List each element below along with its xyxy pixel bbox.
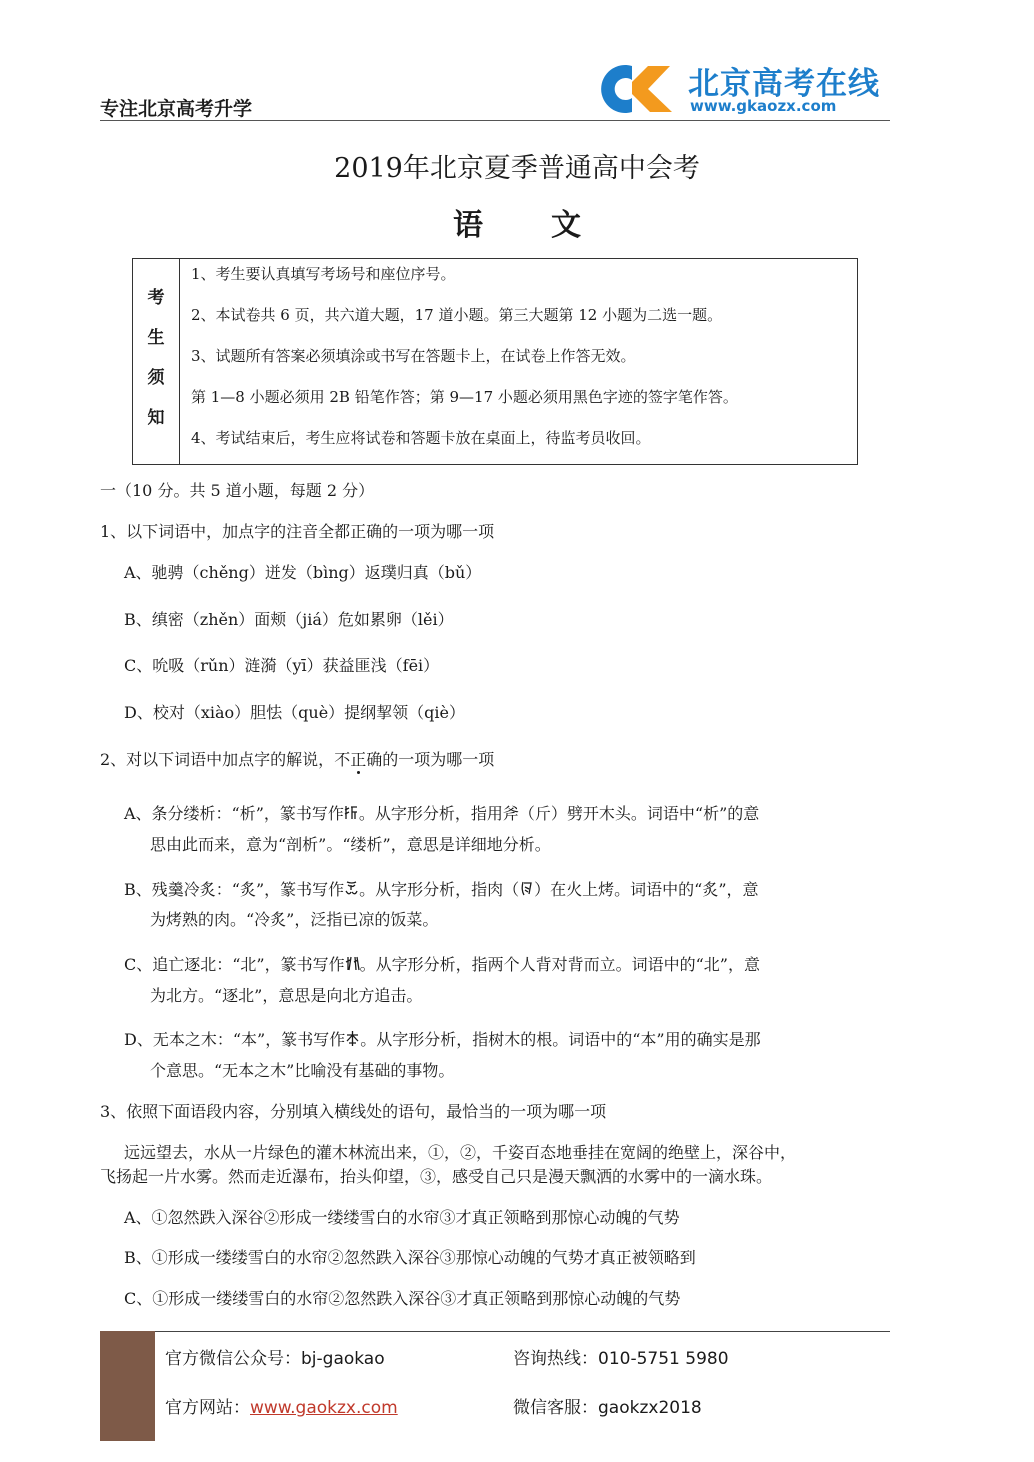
footer-site-link[interactable]: www.gaokzx.com (250, 1398, 398, 1418)
question-2-option-a-cont: 思由此而来，意为“剖析”。“缕析”，意思是详细地分析。 (150, 835, 551, 854)
question-1-stem: 1、以下词语中，加点字的注音全都正确的一项为哪一项 (100, 522, 495, 541)
exam-notice-box (132, 258, 858, 465)
notice-side-char: 生 (147, 328, 165, 348)
document-subject (0, 200, 1034, 244)
seal-script-rou-icon (519, 880, 534, 897)
option-text: D、无本之木：“本”，篆书写作 (124, 1030, 346, 1049)
document-title: 2019年北京夏季普通高中会考 (334, 153, 700, 184)
question-1-option-a: A、驰骋（chěng）迸发（bìng）返璞归真（bǔ） (124, 563, 482, 582)
question-3-passage-2: 飞扬起一片水雾。然而走近瀑布，抬头仰望，③，感受自己只是漫天飘洒的水雾中的一滴水珠。 (100, 1167, 773, 1186)
option-text: C、追亡逐北：“北”，篆书写作 (124, 955, 345, 974)
question-1-option-b: B、缜密（zhěn）面颊（jiá）危如累卵（lěi） (124, 610, 454, 629)
option-text: 。从字形分析，指树木的根。词语中的“本”用的确实是那 (360, 1030, 761, 1049)
header-tagline: 专注北京高考升学 (100, 98, 253, 120)
question-2-option-d (124, 1027, 761, 1050)
footer-accent-bar (100, 1331, 155, 1441)
question-3-option-a: A、①忽然跌入深谷②形成一缕缕雪白的水帘③才真正领略到那惊心动魄的气势 (124, 1208, 680, 1227)
site-logo[interactable] (586, 58, 896, 120)
question-2-stem (100, 747, 494, 770)
notice-side-char: 知 (147, 408, 165, 428)
notice-side-label (133, 259, 180, 464)
option-text: A、条分缕析：“析”，篆书写作 (124, 804, 344, 823)
question-3-passage-1: 远远望去，水从一片绿色的灌木林流出来，①，②，千姿百态地垂挂在宽阔的绝壁上，深谷中， (124, 1143, 797, 1162)
option-text: B、残羹冷炙：“炙”，篆书写作 (124, 880, 345, 899)
notice-side-char: 考 (147, 288, 165, 308)
seal-script-zhi-icon (344, 880, 359, 897)
question-2-option-d-cont: 个意思。“无本之木”比喻没有基础的事物。 (150, 1061, 455, 1080)
footer-service: 微信客服：gaokzx2018 (513, 1398, 702, 1418)
notice-side-char: 须 (147, 368, 165, 388)
option-text: 。从字形分析，指肉（ (359, 880, 520, 899)
question-2-stem-b: 的一项为哪一项 (382, 750, 495, 769)
question-2-option-b (124, 877, 759, 900)
header-divider (100, 120, 890, 121)
footer-site (165, 1393, 398, 1418)
notice-line: 第 1—8 小题必须用 2B 铅笔作答；第 9—17 小题必须用黑色字迹的签字笔作答。 (191, 388, 738, 406)
question-2-option-a (124, 801, 759, 824)
notice-line: 3、试题所有答案必须填涂或书写在答题卡上，在试卷上作答无效。 (191, 347, 636, 365)
option-text: 。从字形分析，指两个人背对背而立。词语中的“北”，意 (359, 955, 760, 974)
logo-mark-icon (586, 58, 682, 120)
question-2-stem-emphasis: 不正确 (334, 750, 383, 769)
question-1-option-d: D、校对（xiào）胆怯（què）提纲挈领（qiè） (124, 703, 465, 722)
footer-wechat: 官方微信公众号：bj-gaokao (165, 1349, 385, 1369)
notice-line: 4、考试结束后，考生应将试卷和答题卡放在桌面上，待监考员收回。 (191, 429, 651, 447)
seal-script-xi-icon (344, 804, 359, 821)
option-text: ）在火上烤。词语中的“炙”，意 (534, 880, 759, 899)
question-2-stem-a: 2、对以下词语中加点字的解说， (100, 750, 335, 769)
seal-script-ben-icon (345, 1030, 360, 1047)
subject-char-2: 文 (551, 208, 581, 243)
question-3-option-b: B、①形成一缕缕雪白的水帘②忽然跌入深谷③那惊心动魄的气势才真正被领略到 (124, 1248, 696, 1267)
notice-line: 1、考生要认真填写考场号和座位序号。 (191, 265, 456, 283)
seal-script-bei-icon (345, 955, 360, 972)
footer-divider (155, 1331, 890, 1332)
section-heading: 一（10 分。共 5 道小题，每题 2 分） (100, 481, 375, 500)
question-2-option-c (124, 952, 760, 975)
question-1-option-c: C、吮吸（rǔn）涟漪（yī）获益匪浅（fēi） (124, 656, 440, 675)
notice-line: 2、本试卷共 6 页，共六道大题，17 道小题。第三大题第 12 小题为二选一题。 (191, 306, 723, 324)
question-2-option-c-cont: 为北方。“逐北”，意思是向北方追击。 (150, 986, 423, 1005)
option-text: 。从字形分析，指用斧（斤）劈开木头。词语中“析”的意 (358, 804, 760, 823)
logo-url: www.gkaozx.com (690, 97, 837, 115)
subject-char-1: 语 (453, 208, 483, 243)
question-3-stem: 3、依照下面语段内容，分别填入横线处的语句，最恰当的一项为哪一项 (100, 1102, 607, 1121)
logo-name: 北京高考在线 (688, 66, 880, 102)
footer-hotline: 咨询热线：010-5751 5980 (513, 1349, 729, 1369)
question-2-option-b-cont: 为烤熟的肉。“冷炙”，泛指已凉的饭菜。 (150, 910, 439, 929)
footer-site-label: 官方网站： (165, 1398, 250, 1418)
question-3-option-c: C、①形成一缕缕雪白的水帘②忽然跌入深谷③才真正领略到那惊心动魄的气势 (124, 1289, 681, 1308)
